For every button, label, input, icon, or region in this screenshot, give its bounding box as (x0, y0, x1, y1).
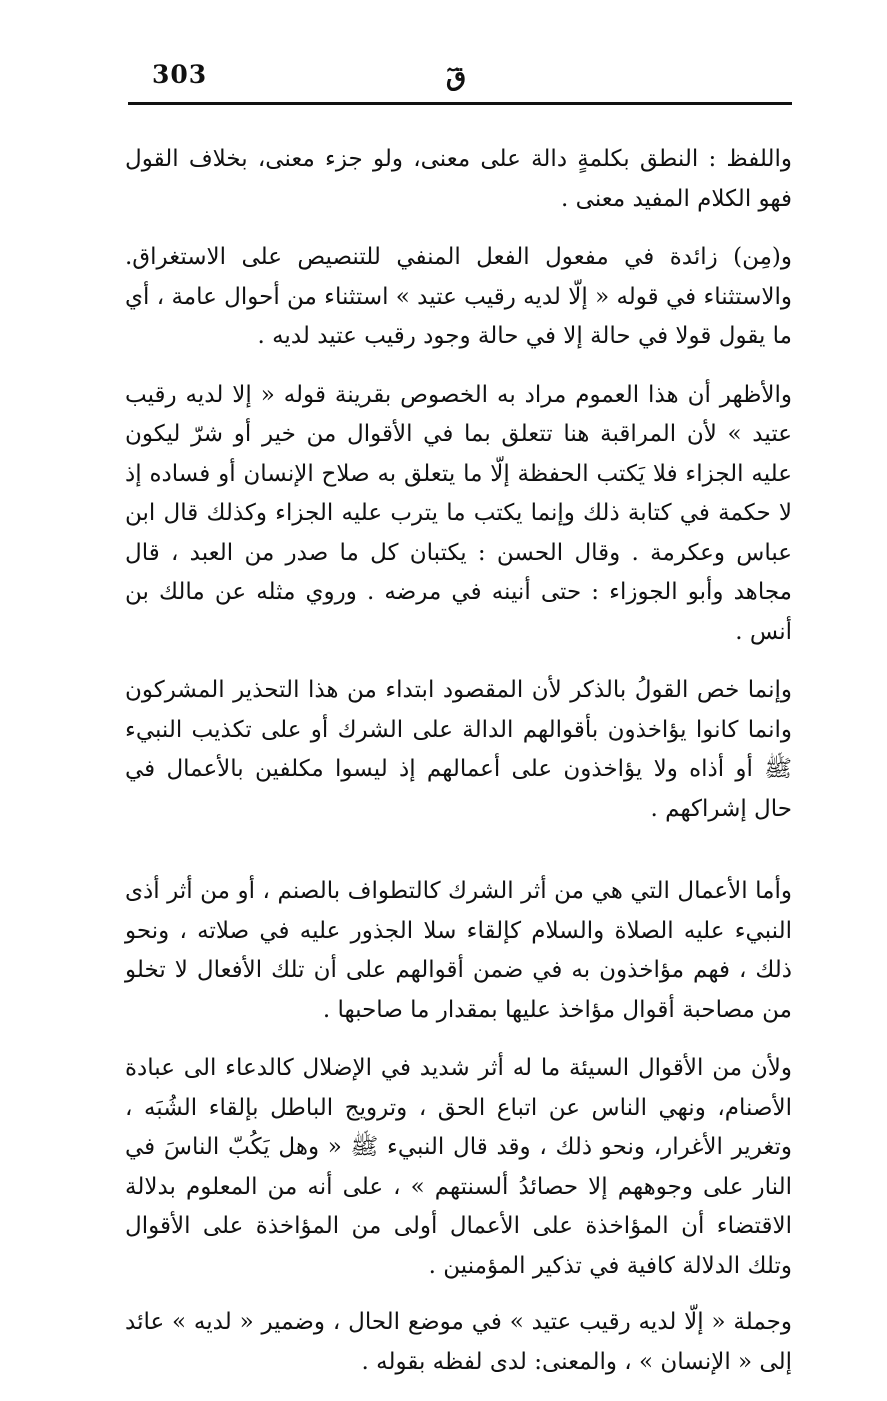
paragraph-circumstantial-clause: وجملة « إلّا لديه رقيب عتيد » في موضع الحال ، وضمير « لديه » عائد إلى « الإنسان » ، والمعنى: لدى لفظه بقوله . (125, 1309, 792, 1375)
paragraph-why-speech: وإنما خص القولُ بالذكر لأن المقصود ابتداء من هذا التحذير المشركون وانما كانوا يؤاخذون بأقوالهم الدالة على الشرك أو على تكذيب النبيء ﷺ أو أذاه ولا يؤاخذون على أعمالهم إذ ليسوا مكلفين بالأعمال في حال إشراكهم . (125, 677, 792, 822)
paragraph-definition-of-speech: واللفظ : النطق بكلمةٍ دالة على معنى، ولو جزء معنى، بخلاف القول فهو الكلام المفيد معنى . (125, 146, 792, 212)
paragraph-min-and-exception: و(مِن) زائدة في مفعول الفعل المنفي للتنصيص على الاستغراق. والاستثناء في قوله « إلّا لديه رقيب عتيد » استثناء من أحوال عامة ، أي ما يقول قولا في حالة إلا في حالة وجود رقيب عتيد لديه . (125, 244, 792, 349)
surah-name: قٓ (446, 62, 467, 92)
header-rule (128, 102, 792, 105)
page-header (128, 58, 792, 102)
paragraph-general-meaning: والأظهر أن هذا العموم مراد به الخصوص بقرينة قوله « إلا لديه رقيب عتيد » لأن المراقبة هنا تتعلق بما في الأقوال من خير أو شرّ ليكون عليه الجزاء فلا يَكتب الحفظة إلّا ما يتعلق به صلاح الإنسان أو فساده إذ لا حكمة في كتابة ذلك وإنما يكتب ما يترب عليه الجزاء وكذلك قال ابن عباس وعكرمة . وقال الحسن : يكتبان كل ما صدر من العبد ، قال مجاهد وأبو الجوزاء : حتى أنينه في مرضه . وروي مثله عن مالك بن أنس . (125, 381, 792, 645)
paragraph-evil-speech: ولأن من الأقوال السيئة ما له أثر شديد في الإضلال كالدعاء الى عبادة الأصنام، ونهي الناس عن اتباع الحق ، وترويج الباطل بإلقاء الشُبَه ، وتغرير الأغرار، ونحو ذلك ، وقد قال النبيء ﷺ « وهل يَكُبّ الناسَ في النار على وجوههم إلا حصائدُ ألسنتهم » ، على أنه من المعلوم بدلالة الاقتضاء أن المؤاخذة على الأعمال أولى من المؤاخذة على الأقوال وتلك الدلالة كافية في تذكير المؤمنين . (125, 1055, 792, 1279)
paragraph-deeds-of-shirk: وأما الأعمال التي هي من أثر الشرك كالتطواف بالصنم ، أو من أثر أذى النبيء عليه الصلاة والسلام كإلقاء سلا الجذور عليه في صلاته ، ونحو ذلك ، فهم مؤاخذون به في ضمن أقوالهم على أن تلك الأفعال لا تخلو من مصاحبة أقوال مؤاخذ عليها بمقدار ما صاحبها . (125, 878, 792, 1023)
page-body (125, 140, 792, 1401)
page-number: 303 (152, 60, 208, 89)
